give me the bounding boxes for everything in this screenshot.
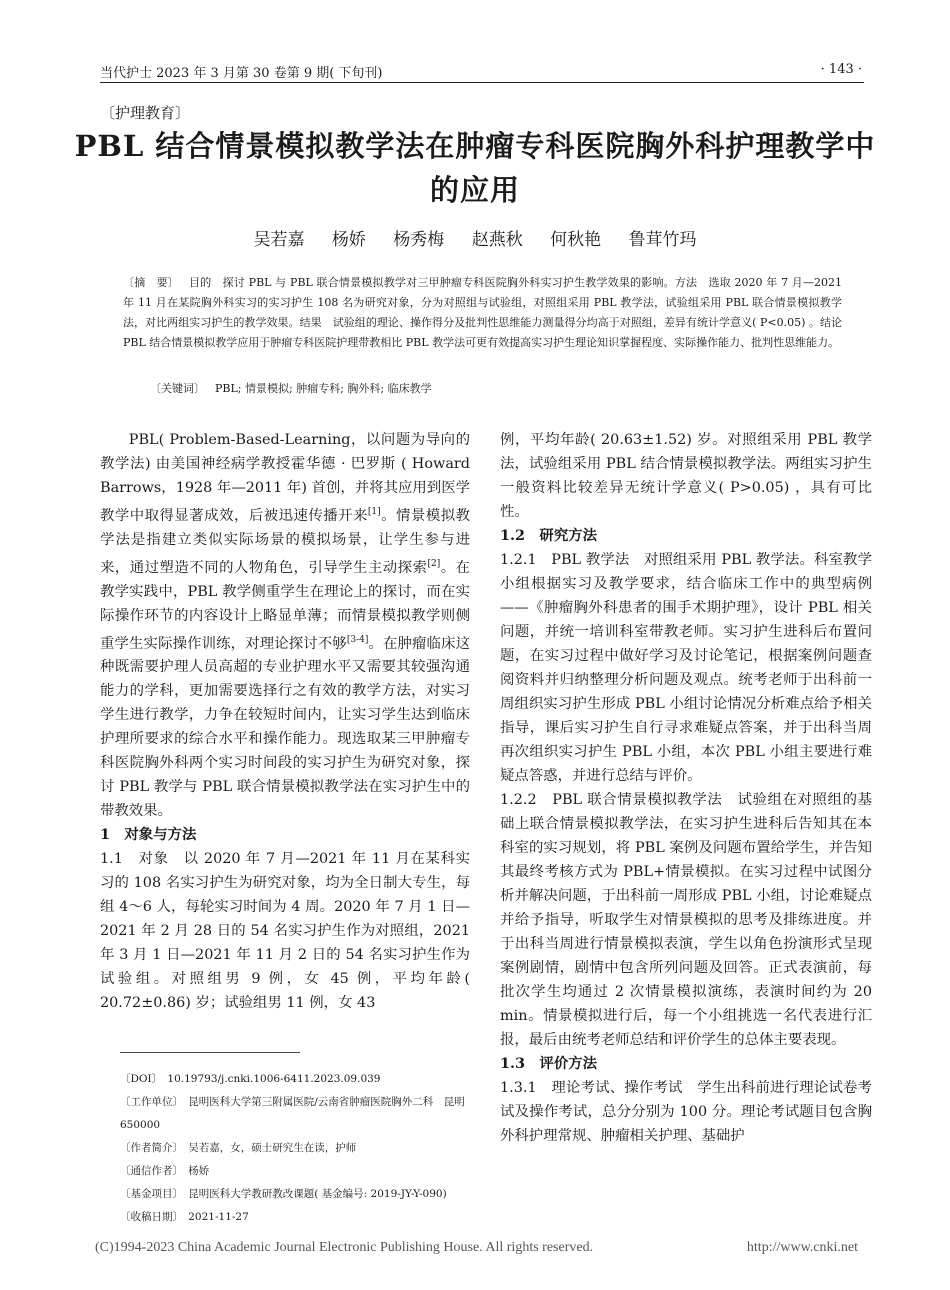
footnote-corresponding: 〔通信作者〕 杨娇	[120, 1165, 210, 1177]
footnote-received: 〔收稿日期〕 2021-11-27	[120, 1211, 249, 1223]
copyright-notice: (C)1994-2023 China Academic Journal Electronic Publishing House. All rights reserved.	[95, 1240, 594, 1255]
keywords-label: 〔关键词〕	[150, 382, 205, 395]
author-name: 吴若嘉	[253, 230, 305, 250]
citation: [3-4]	[346, 634, 369, 645]
column-tag: 〔护理教育〕	[100, 104, 191, 122]
author-name: 杨秀梅	[393, 230, 445, 250]
section-heading: 1 对象与方法	[100, 826, 197, 844]
footnote-fund: 〔基金项目〕 昆明医科大学教研教改课题( 基金编号: 2019-JY-Y-090)	[120, 1188, 447, 1200]
footnote-unit: 〔工作单位〕 昆明医科大学第三附属医院/云南省肿瘤医院胸外二科 昆明 650000	[120, 1096, 476, 1131]
article-title: PBL 结合情景模拟教学法在肿瘤专科医院胸外科护理教学中的应用	[74, 129, 876, 207]
paragraph: 例，平均年龄( 20.63±1.52) 岁。对照组采用 PBL 教学法，试验组采用 PBL 结合情景模拟教学法。两组实习护生一般资料比较差异无统计学意义( P>0.05) ，具有可比性。	[500, 432, 872, 520]
citation: [1]	[367, 507, 381, 517]
body-column-left	[100, 428, 470, 1015]
keywords-text: PBL; 情景模拟; 肿瘤专科; 胸外科; 临床教学	[215, 382, 432, 395]
page-number: · 143 ·	[820, 62, 862, 77]
footnotes	[120, 1068, 475, 1229]
subsection-paragraph: 1.2.1 PBL 教学法 对照组采用 PBL 教学法。科室教学小组根据实习及教学要求，结合临床工作中的典型病例——《肿瘤胸外科患者的围手术期护理》，设计 PBL 相关问题，并统一培训科室带教老师。实习护生进科后布置问题，在实习过程中做好学习及讨论笔记，根据案例问题查阅资料并归纳整理分析问题及观点。统考老师于出科前一周组织实习护生形成 PBL 小组讨论情况分析难点给予相关指导，课后实习护生自行寻求难疑点答案，并于出科当周再次组织实习护生 PBL 小组，本次 PBL 小组主要进行难疑点答惑，并进行总结与评价。	[500, 552, 872, 784]
section-heading: 1.2 研究方法	[500, 527, 597, 544]
abstract-text: 目的 探讨 PBL 与 PBL 联合情景模拟教学对三甲肿瘤专科医院胸外科实习护生教学效果的影响。方法 选取 2020 年 7 月—2021 年 11 月在某院胸外科实习的实习护生 108 名为研究对象，分为对照组与试验组，对照组采用 PBL 教学法，试验组采用 PBL 联合情景模拟教学法，对比两组实习护生的教学效果。结果 试验组的理论、操作得分及批判性思维能力测量得分均高于对照组，差异有统计学意义( P<0.05) 。结论 PBL 结合情景模拟教学应用于肿瘤专科医院护理带教相比 PBL 教学法可更有效提高实习护生理论知识掌握程度、实际操作能力、批判性思维能力。	[123, 276, 853, 349]
author-name: 赵燕秋	[471, 230, 523, 250]
footnote-divider	[120, 1052, 300, 1053]
abstract-label: 〔摘 要〕	[123, 276, 179, 289]
author-list	[0, 225, 950, 250]
subsection-paragraph: 1.1 对象 以 2020 年 7 月—2021 年 11 月在某科实习的 108 名实习护生为研究对象，均为全日制大专生，每组 4～6 人，每轮实习时间为 4 周。2020 年 7 月 1 日—2021 年 2 月 28 日的 54 名实习护生作为对照组，2021 年 3 月 1 日—2021 年 11 月 2 日的 54 名实习护生作为试验组。对照组男 9 例，女 45 例，平均年龄( 20.72±0.86) 岁；试验组男 11 例，女 43	[100, 851, 470, 1012]
header-divider	[100, 82, 864, 83]
website-url: http://www.cnki.net	[746, 1240, 858, 1255]
footnote-author: 〔作者简介〕 吴若嘉，女，硕士研究生在读，护师	[120, 1142, 357, 1154]
subsection-paragraph: 1.3.1 理论考试、操作考试 学生出科前进行理论试卷考试及操作考试，总分分别为 100 分。理论考试题目包含胸外科护理常规、肿瘤相关护理、基础护	[500, 1080, 872, 1144]
running-header-journal: 当代护士 2023 年 3 月第 30 卷第 9 期( 下旬刊)	[100, 66, 383, 81]
author-name: 何秋艳	[550, 230, 602, 250]
citation: [2]	[427, 558, 441, 569]
subsection-paragraph: 1.2.2 PBL 联合情景模拟教学法 试验组在对照组的基础上联合情景模拟教学法，在实习护生进科后告知其在本科室的实习规划，将 PBL 案例及问题布置给学生，并告知其最终考核方式为 PBL+情景模拟。在实习过程中试图分析并解决问题，于出科前一周形成 PBL 小组，讨论难疑点并给予指导，听取学生对情景模拟的思考及排练进度。并于出科当周进行情景模拟表演，学生以角色扮演形式呈现案例剧情，剧情中包含所列问题及回答。正式表演前，每批次学生均通过 2 次情景模拟演练，表演时间约为 20 min。情景模拟进行后，每一个小组挑选一名代表进行汇报，最后由统考老师总结和评价学生的总体主要表现。	[500, 792, 872, 1048]
author-name: 鲁茸竹玛	[628, 230, 697, 250]
intro-paragraph: PBL( Problem-Based-Learning，以问题为导向的教学法) 由美国神经病学教授霍华德 · 巴罗斯 ( Howard Barrows，1928 年—2011 年) 首创，并将其应用到医学教学中取得显著成效，后被迅速传播开来[1]。情景模拟教学法是指建立类似实际场景的模拟场景，让学生参与进来，通过塑造不同的人物角色，引导学生主动探索[2]。在教学实践中，PBL 教学侧重学生在理论上的探讨，而在实际操作环节的内容设计上略显单薄；而情景模拟教学则侧重学生实际操作训练，对理论探讨不够[3-4]。在肿瘤临床这种既需要护理人员高超的专业护理水平又需要其较强沟通能力的学科，更加需要选择行之有效的教学方法，对实习学生进行教学，力争在较短时间内，让实习学生达到临床护理所要求的综合水平和操作能力。现选取某三甲肿瘤专科医院胸外科两个实习时间段的实习护生为研究对象，探讨 PBL 教学与 PBL 联合情景模拟教学法在实习护生中的带教效果。	[100, 432, 470, 820]
section-heading: 1.3 评价方法	[500, 1055, 597, 1072]
body-column-right	[500, 428, 872, 1148]
keywords	[150, 380, 842, 396]
author-name: 杨娇	[331, 230, 366, 250]
abstract	[123, 273, 853, 353]
footnote-doi: 〔DOI〕 10.19793/j.cnki.1006-6411.2023.09.039	[120, 1073, 381, 1085]
